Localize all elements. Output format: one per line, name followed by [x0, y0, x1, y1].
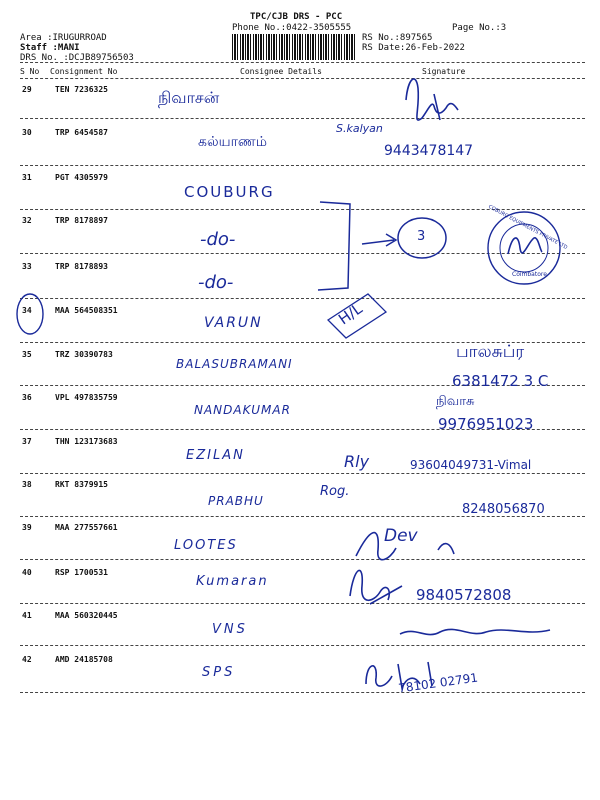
hw-circle-number: 3 [417, 229, 426, 244]
phone-number: Phone No.:0422-3505555 [232, 23, 352, 33]
row-divider [20, 473, 585, 474]
hw-phone-40: 9840572808 [416, 586, 512, 604]
stamp-bottom-text: Coimbatore [512, 271, 547, 278]
hw-sign-39: Dev [384, 526, 418, 546]
row-divider [20, 118, 585, 119]
row-consignment: AMD 24185708 [55, 655, 113, 664]
row-consignment: TRP 8178897 [55, 216, 108, 225]
rs-date: RS Date:26-Feb-2022 [362, 43, 465, 53]
hw-sign-37: Rly [344, 452, 370, 471]
row-sno: 39 [22, 523, 32, 532]
row-sno: 35 [22, 350, 32, 359]
doc-title: TPC/CJB DRS - PCC [250, 12, 343, 22]
hw-mark-34: H/L [335, 299, 366, 329]
row-divider [20, 559, 585, 560]
hw-sign-38: Rog. [320, 484, 350, 499]
barcode [232, 34, 356, 60]
row-consignment: VPL 497835759 [55, 393, 118, 402]
row-sno: 38 [22, 480, 32, 489]
hw-name-32: -do- [200, 229, 236, 250]
hw-phone-30: 9443478147 [384, 143, 474, 159]
hw-name-37: EZILAN [186, 448, 245, 463]
row-consignment: TRP 8178893 [55, 262, 108, 271]
hw-phone-37: 93604049731-Vimal [410, 458, 532, 472]
hw-phone-36: 9976951023 [438, 415, 534, 433]
area-label: Area :IRUGURROAD [20, 33, 107, 43]
row-consignment: MAA 564508351 [55, 306, 118, 315]
hw-name-41: VNS [212, 622, 248, 637]
row-divider [20, 645, 585, 646]
hl-box-mark [322, 290, 392, 340]
row-consignment: THN 123173683 [55, 437, 118, 446]
row-sno: 42 [22, 655, 32, 664]
hw-name-34: VARUN [204, 315, 263, 331]
hw-phone-42: 78102 02791 [397, 670, 479, 696]
row-divider [20, 298, 585, 299]
hw-name-30: கல்யாணம் [198, 134, 267, 150]
divider [20, 62, 585, 63]
signature-29 [398, 70, 468, 132]
divider [20, 78, 585, 79]
row-sno: 40 [22, 568, 32, 577]
drs-number: DRS No. :DCJB89756503 [20, 53, 134, 63]
hw-sign-36: நிவாசு [436, 394, 475, 409]
row-sno: 34 [22, 306, 32, 315]
row-divider [20, 165, 585, 166]
hw-name-31: COUBURG [184, 183, 275, 201]
hw-name-35: BALASUBRAMANI [176, 357, 293, 371]
rs-number: RS No.:897565 [362, 33, 433, 43]
bracket-arrow-mark [290, 196, 470, 296]
hw-phone-35: 6381472 3 C [452, 372, 549, 390]
row-consignment: MAA 560320445 [55, 611, 118, 620]
row-34-circle-mark [14, 292, 46, 336]
row-sno: 33 [22, 262, 32, 271]
row-consignment: TRP 6454587 [55, 128, 108, 137]
row-sno: 30 [22, 128, 32, 137]
signature-41 [396, 622, 556, 644]
signature-40 [340, 556, 410, 612]
col-consignment: Consignment No [50, 67, 118, 76]
hw-name-39: LOOTES [174, 538, 238, 553]
hw-sign-30: S.kalyan [336, 122, 383, 135]
hw-name-33: -do- [198, 272, 234, 293]
col-sno: S No [20, 67, 40, 76]
hw-name-38: PRABHU [208, 494, 264, 508]
stamp-top-text: COBURG EQUIPMENTS PRIVATE LTD [487, 204, 569, 251]
row-divider [20, 692, 585, 693]
row-consignment: PGT 4305979 [55, 173, 108, 182]
row-sno: 37 [22, 437, 32, 446]
col-consignee: Consignee Details [240, 67, 322, 76]
row-consignment: RKT 8379915 [55, 480, 108, 489]
page-number: Page No.:3 [452, 23, 507, 33]
row-sno: 36 [22, 393, 32, 402]
hw-name-40: Kumaran [196, 574, 269, 589]
hw-sign-35: பாலசுப்ர [456, 342, 525, 362]
hw-name-29: நிவாசன் [158, 88, 220, 107]
row-consignment: MAA 277557661 [55, 523, 118, 532]
hw-name-36: NANDAKUMAR [194, 403, 291, 417]
staff-label: Staff :MANI [20, 43, 80, 53]
col-signature: Signature [422, 67, 466, 76]
hw-phone-38: 8248056870 [462, 502, 545, 517]
row-sno: 29 [22, 85, 32, 94]
row-sno: 41 [22, 611, 32, 620]
row-consignment: TEN 7236325 [55, 85, 108, 94]
row-sno: 32 [22, 216, 32, 225]
row-consignment: TRZ 30390783 [55, 350, 113, 359]
row-consignment: RSP 1700531 [55, 568, 108, 577]
row-sno: 31 [22, 173, 32, 182]
hw-name-42: SPS [202, 665, 236, 680]
